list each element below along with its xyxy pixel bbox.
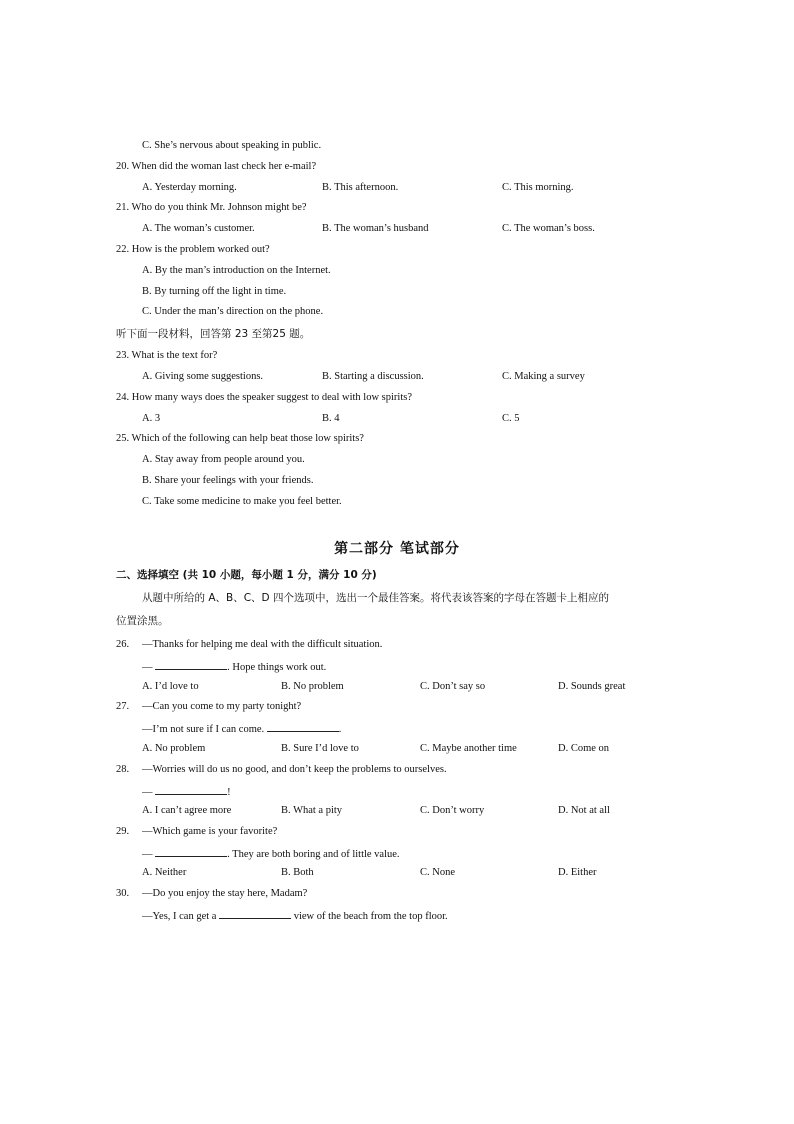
q29-line2: — . They are both boring and of little value. — [142, 846, 400, 862]
answer-blank — [155, 846, 227, 857]
q27-option-d: D. Come on — [558, 743, 610, 754]
instruction-line-2: 位置涂黑。 — [116, 615, 169, 627]
listening-instruction: 听下面一段材料，回答第 23 至第25 题。 — [116, 328, 311, 340]
q29-option-b: B. Both — [281, 867, 314, 878]
q21-stem: 21. Who do you think Mr. Johnson might be? — [116, 202, 307, 213]
q26-option-c: C. Don’t say so — [420, 681, 486, 692]
q30-line1: —Do you enjoy the stay here, Madam? — [142, 888, 308, 899]
q28-option-b: B. What a pity — [281, 805, 343, 816]
answer-blank — [267, 721, 339, 732]
q29-option-a: A. Neither — [142, 867, 187, 878]
q26-option-b: B. No problem — [281, 681, 344, 692]
q25-stem: 25. Which of the following can help beat those low spirits? — [116, 433, 364, 444]
q24-option-b: B. 4 — [322, 413, 340, 424]
q20-stem: 20. When did the woman last check her e-mail? — [116, 161, 317, 172]
q23-option-c: C. Making a survey — [502, 371, 585, 382]
q26-line2: — . Hope things work out. — [142, 659, 326, 675]
q27-line2: —I’m not sure if I can come. . — [142, 721, 341, 737]
q20-option-c: C. This morning. — [502, 182, 574, 193]
q24-option-a: A. 3 — [142, 413, 161, 424]
q26-number: 26. — [116, 639, 130, 650]
q26-option-a: A. I’d love to — [142, 681, 199, 692]
instruction-line-1: 从题中所给的 A、B、C、D 四个选项中，选出一个最佳答案。将代表该答案的字母在答题卡上相应的 — [142, 592, 609, 604]
q27-option-b: B. Sure I’d love to — [281, 743, 359, 754]
q30-number: 30. — [116, 888, 130, 899]
q20-option-a: A. Yesterday morning. — [142, 182, 237, 193]
q28-option-d: D. Not at all — [558, 805, 610, 816]
q22-option-b: B. By turning off the light in time. — [142, 286, 287, 297]
q28-option-a: A. I can’t agree more — [142, 805, 232, 816]
answer-blank — [155, 659, 227, 670]
q28-option-c: C. Don’t worry — [420, 805, 485, 816]
q29-option-d: D. Either — [558, 867, 597, 878]
q29-number: 29. — [116, 826, 130, 837]
q23-option-b: B. Starting a discussion. — [322, 371, 424, 382]
answer-blank — [155, 784, 227, 795]
part-title: 第二部分 笔试部分 — [334, 541, 460, 557]
q28-number: 28. — [116, 764, 130, 775]
q21-option-c: C. The woman’s boss. — [502, 223, 595, 234]
q20-option-b: B. This afternoon. — [322, 182, 399, 193]
q21-option-a: A. The woman’s customer. — [142, 223, 255, 234]
q19-option-c: C. She’s nervous about speaking in public. — [142, 140, 322, 151]
q27-option-a: A. No problem — [142, 743, 206, 754]
q24-stem: 24. How many ways does the speaker suggest to deal with low spirits? — [116, 392, 412, 403]
q25-option-b: B. Share your feelings with your friends. — [142, 475, 314, 486]
q25-option-c: C. Take some medicine to make you feel better. — [142, 496, 342, 507]
q27-number: 27. — [116, 701, 130, 712]
q22-stem: 22. How is the problem worked out? — [116, 244, 270, 255]
q27-option-c: C. Maybe another time — [420, 743, 517, 754]
q29-line1: —Which game is your favorite? — [142, 826, 278, 837]
q28-line1: —Worries will do us no good, and don’t keep the problems to ourselves. — [142, 764, 447, 775]
q21-option-b: B. The woman’s husband — [322, 223, 429, 234]
q29-option-c: C. None — [420, 867, 455, 878]
answer-blank — [219, 908, 291, 919]
q27-line1: —Can you come to my party tonight? — [142, 701, 302, 712]
q22-option-a: A. By the man’s introduction on the Internet. — [142, 265, 331, 276]
section-heading: 二、选择填空 (共 10 小题，每小题 1 分，满分 10 分) — [116, 569, 377, 581]
q23-stem: 23. What is the text for? — [116, 350, 218, 361]
q25-option-a: A. Stay away from people around you. — [142, 454, 305, 465]
q23-option-a: A. Giving some suggestions. — [142, 371, 264, 382]
q26-option-d: D. Sounds great — [558, 681, 626, 692]
q22-option-c: C. Under the man’s direction on the phone. — [142, 306, 324, 317]
q30-line2: —Yes, I can get a view of the beach from the top floor. — [142, 908, 448, 924]
q26-line1: —Thanks for helping me deal with the difficult situation. — [142, 639, 383, 650]
q28-line2: — ! — [142, 784, 231, 800]
q24-option-c: C. 5 — [502, 413, 520, 424]
